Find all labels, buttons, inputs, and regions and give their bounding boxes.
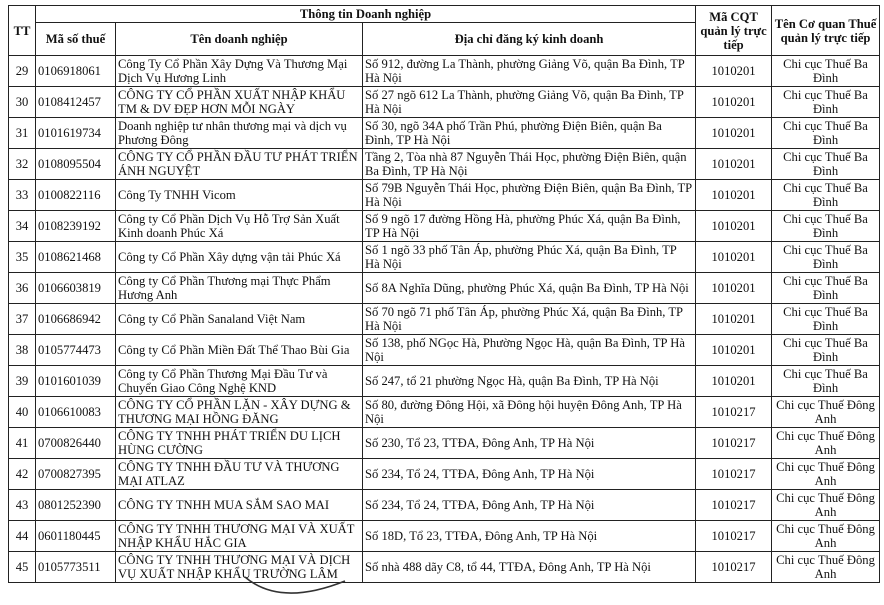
table-row	[9, 56, 880, 87]
business-address-cell: Số 1 ngõ 33 phố Tân Áp, phường Phúc Xá, quận Ba Đình, TP Hà Nội	[363, 242, 696, 273]
business-name-cell: CÔNG TY TNHH ĐẦU TƯ VÀ THƯƠNG MẠI ATLAZ	[116, 459, 363, 490]
table-row	[9, 149, 880, 180]
business-name-cell: Công ty Cổ Phần Thương mại Thực Phẩm Hương Anh	[116, 273, 363, 304]
authority-name-cell: Chi cục Thuế Ba Đình	[772, 304, 880, 335]
authority-code-cell: 1010201	[696, 242, 772, 273]
business-address-cell: Số 18D, Tổ 23, TTĐA, Đông Anh, TP Hà Nội	[363, 521, 696, 552]
table-row	[9, 397, 880, 428]
tax-code-cell: 0106918061	[36, 56, 116, 87]
authority-code-cell: 1010201	[696, 335, 772, 366]
authority-name-cell: Chi cục Thuế Ba Đình	[772, 56, 880, 87]
business-address-cell: Số nhà 488 dãy C8, tổ 44, TTĐA, Đông Anh, TP Hà Nội	[363, 552, 696, 583]
business-address-cell: Số 138, phố NGọc Hà, Phường Ngọc Hà, quận Ba Đình, TP Hà Nội	[363, 335, 696, 366]
business-address-cell: Số 912, đường La Thành, phường Giảng Võ, quận Ba Đình, TP Hà Nội	[363, 56, 696, 87]
authority-code-cell: 1010217	[696, 552, 772, 583]
authority-code-cell: 1010201	[696, 366, 772, 397]
authority-code-cell: 1010201	[696, 304, 772, 335]
authority-name-cell: Chi cục Thuế Ba Đình	[772, 335, 880, 366]
business-address-cell: Số 8A Nghĩa Dũng, phường Phúc Xá, quận Ba Đình, TP Hà Nội	[363, 273, 696, 304]
authority-name-cell: Chi cục Thuế Ba Đình	[772, 118, 880, 149]
authority-code-cell: 1010201	[696, 180, 772, 211]
authority-name-cell: Chi cục Thuế Ba Đình	[772, 180, 880, 211]
table-row	[9, 552, 880, 583]
row-number-cell: 40	[9, 397, 36, 428]
row-number-cell: 35	[9, 242, 36, 273]
table-row	[9, 180, 880, 211]
business-name-cell: CÔNG TY CỔ PHẦN LẶN - XÂY DỰNG & THƯƠNG MẠI HỒNG ĐĂNG	[116, 397, 363, 428]
row-number-cell: 41	[9, 428, 36, 459]
row-number-cell: 34	[9, 211, 36, 242]
authority-name-cell: Chi cục Thuế Đông Anh	[772, 521, 880, 552]
row-number-cell: 32	[9, 149, 36, 180]
authority-code-cell: 1010217	[696, 490, 772, 521]
row-number-cell: 44	[9, 521, 36, 552]
table-row	[9, 211, 880, 242]
header-group: Thông tin Doanh nghiệp	[36, 6, 696, 23]
business-name-cell: Công ty Cổ Phần Xây dựng vận tải Phúc Xá	[116, 242, 363, 273]
business-name-cell: Công Ty Cổ Phần Xây Dựng Và Thương Mại Dịch Vụ Hương Linh	[116, 56, 363, 87]
row-number-cell: 36	[9, 273, 36, 304]
business-name-cell: Công ty Cổ Phần Miền Đất Thể Thao Bùi Gia	[116, 335, 363, 366]
business-table	[8, 5, 880, 583]
business-address-cell: Số 70 ngõ 71 phố Tân Áp, phường Phúc Xá, quận Ba Đình, TP Hà Nội	[363, 304, 696, 335]
authority-name-cell: Chi cục Thuế Ba Đình	[772, 242, 880, 273]
row-number-cell: 37	[9, 304, 36, 335]
business-address-cell: Số 30, ngõ 34A phố Trần Phú, phường Điện Biên, quận Ba Đình, TP Hà Nội	[363, 118, 696, 149]
table-row	[9, 304, 880, 335]
tax-code-cell: 0108239192	[36, 211, 116, 242]
business-address-cell: Số 79B Nguyễn Thái Học, phường Điện Biên, quận Ba Đình, TP Hà Nội	[363, 180, 696, 211]
table-row	[9, 242, 880, 273]
tax-code-cell: 0801252390	[36, 490, 116, 521]
tax-code-cell: 0105773511	[36, 552, 116, 583]
tax-code-cell: 0700826440	[36, 428, 116, 459]
header-tax-code: Mã số thuế	[36, 23, 116, 56]
row-number-cell: 42	[9, 459, 36, 490]
business-address-cell: Số 247, tổ 21 phường Ngọc Hà, quận Ba Đình, TP Hà Nội	[363, 366, 696, 397]
business-address-cell: Số 80, đường Đông Hội, xã Đông hội huyện Đông Anh, TP Hà Nội	[363, 397, 696, 428]
table-row	[9, 87, 880, 118]
business-name-cell: CÔNG TY CỔ PHẦN XUẤT NHẬP KHẨU TM & DV ĐẸP HƠN MỖI NGÀY	[116, 87, 363, 118]
authority-code-cell: 1010201	[696, 118, 772, 149]
tax-code-cell: 0105774473	[36, 335, 116, 366]
row-number-cell: 43	[9, 490, 36, 521]
header-authority-name: Tên Cơ quan Thuế quản lý trực tiếp	[772, 6, 880, 56]
table-row	[9, 459, 880, 490]
authority-code-cell: 1010217	[696, 521, 772, 552]
business-address-cell: Số 234, Tổ 24, TTĐA, Đông Anh, TP Hà Nội	[363, 490, 696, 521]
row-number-cell: 38	[9, 335, 36, 366]
tax-code-cell: 0700827395	[36, 459, 116, 490]
business-address-cell: Số 230, Tổ 23, TTĐA, Đông Anh, TP Hà Nội	[363, 428, 696, 459]
tax-code-cell: 0108621468	[36, 242, 116, 273]
authority-code-cell: 1010217	[696, 397, 772, 428]
tax-code-cell: 0106603819	[36, 273, 116, 304]
authority-name-cell: Chi cục Thuế Đông Anh	[772, 428, 880, 459]
header-authority-code: Mã CQT quản lý trực tiếp	[696, 6, 772, 56]
header-address: Địa chỉ đăng ký kinh doanh	[363, 23, 696, 56]
row-number-cell: 30	[9, 87, 36, 118]
row-number-cell: 29	[9, 56, 36, 87]
authority-name-cell: Chi cục Thuế Đông Anh	[772, 552, 880, 583]
row-number-cell: 33	[9, 180, 36, 211]
business-name-cell: CÔNG TY TNHH PHÁT TRIỂN DU LỊCH HÙNG CƯỜNG	[116, 428, 363, 459]
authority-name-cell: Chi cục Thuế Ba Đình	[772, 211, 880, 242]
header-name: Tên doanh nghiệp	[116, 23, 363, 56]
table-row	[9, 521, 880, 552]
authority-code-cell: 1010201	[696, 87, 772, 118]
table-row	[9, 335, 880, 366]
header-tt: TT	[9, 6, 36, 56]
row-number-cell: 45	[9, 552, 36, 583]
table-row	[9, 366, 880, 397]
business-name-cell: Doanh nghiệp tư nhân thương mại và dịch vụ Phương Đông	[116, 118, 363, 149]
business-name-cell: CÔNG TY TNHH THƯƠNG MẠI VÀ DỊCH VỤ XUẤT NHẬP KHẨU TRƯỜNG LÂM	[116, 552, 363, 583]
tax-code-cell: 0108095504	[36, 149, 116, 180]
business-name-cell: CÔNG TY TNHH MUA SẮM SAO MAI	[116, 490, 363, 521]
tax-code-cell: 0101601039	[36, 366, 116, 397]
tax-code-cell: 0106686942	[36, 304, 116, 335]
authority-name-cell: Chi cục Thuế Đông Anh	[772, 397, 880, 428]
authority-code-cell: 1010201	[696, 149, 772, 180]
table-row	[9, 490, 880, 521]
business-address-cell: Số 27 ngõ 612 La Thành, phường Giảng Võ, quận Ba Đình, TP Hà Nội	[363, 87, 696, 118]
authority-name-cell: Chi cục Thuế Đông Anh	[772, 490, 880, 521]
stamp-mark	[240, 575, 350, 605]
business-name-cell: Công Ty TNHH Vicom	[116, 180, 363, 211]
authority-name-cell: Chi cục Thuế Ba Đình	[772, 366, 880, 397]
business-name-cell: CÔNG TY TNHH THƯƠNG MẠI VÀ XUẤT NHẬP KHẨU HẮC GIA	[116, 521, 363, 552]
tax-code-cell: 0601180445	[36, 521, 116, 552]
row-number-cell: 39	[9, 366, 36, 397]
table-row	[9, 118, 880, 149]
tax-code-cell: 0108412457	[36, 87, 116, 118]
business-name-cell: CÔNG TY CỔ PHẦN ĐẦU TƯ PHÁT TRIỂN ÁNH NGUYỆT	[116, 149, 363, 180]
row-number-cell: 31	[9, 118, 36, 149]
business-address-cell: Số 234, Tổ 24, TTĐA, Đông Anh, TP Hà Nội	[363, 459, 696, 490]
business-name-cell: Công ty Cổ Phần Thương Mại Đầu Tư và Chuyển Giao Công Nghệ KND	[116, 366, 363, 397]
tax-code-cell: 0100822116	[36, 180, 116, 211]
authority-code-cell: 1010217	[696, 428, 772, 459]
business-name-cell: Công ty Cổ Phần Sanaland Việt Nam	[116, 304, 363, 335]
table-row	[9, 273, 880, 304]
authority-name-cell: Chi cục Thuế Ba Đình	[772, 149, 880, 180]
tax-code-cell: 0101619734	[36, 118, 116, 149]
authority-code-cell: 1010201	[696, 56, 772, 87]
business-address-cell: Tầng 2, Tòa nhà 87 Nguyễn Thái Học, phường Điện Biên, quận Ba Đình, TP Hà Nội	[363, 149, 696, 180]
authority-code-cell: 1010201	[696, 273, 772, 304]
authority-name-cell: Chi cục Thuế Ba Đình	[772, 273, 880, 304]
business-address-cell: Số 9 ngõ 17 đường Hồng Hà, phường Phúc Xá, quận Ba Đình, TP Hà Nội	[363, 211, 696, 242]
authority-name-cell: Chi cục Thuế Ba Đình	[772, 87, 880, 118]
table-row	[9, 428, 880, 459]
authority-name-cell: Chi cục Thuế Đông Anh	[772, 459, 880, 490]
tax-code-cell: 0106610083	[36, 397, 116, 428]
authority-code-cell: 1010201	[696, 211, 772, 242]
business-name-cell: Công ty Cổ Phần Dịch Vụ Hỗ Trợ Sản Xuất Kinh doanh Phúc Xá	[116, 211, 363, 242]
authority-code-cell: 1010217	[696, 459, 772, 490]
